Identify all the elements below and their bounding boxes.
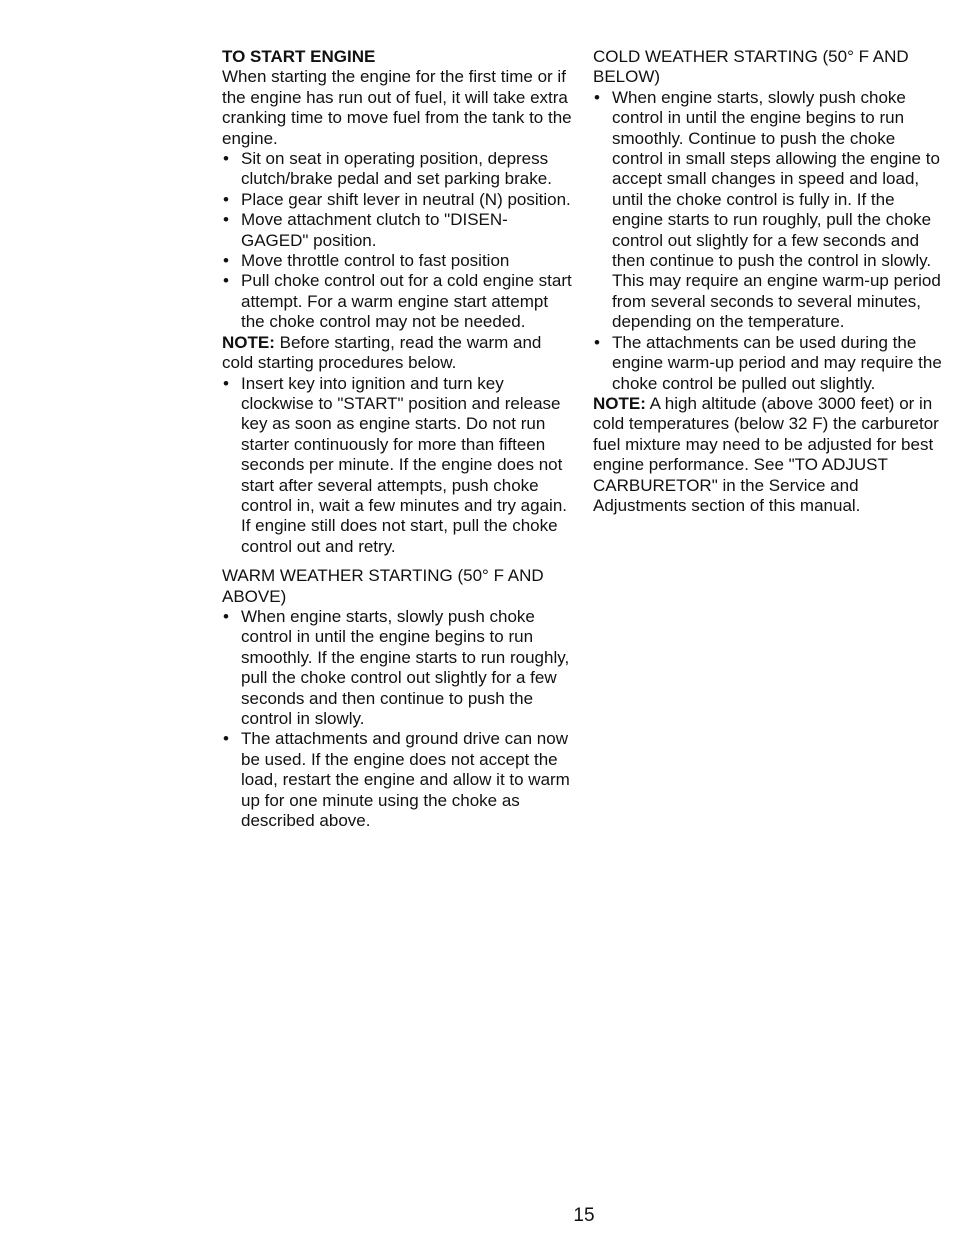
list-item: • Place gear shift lever in neutral (N) position. xyxy=(222,190,574,210)
left-column xyxy=(222,47,574,831)
list-item: • The attachments and ground drive can now be used. If the engine does not accept the load, restart the engine and allow it to warm up for one minute using the choke as described above. xyxy=(222,729,574,831)
page-number: 15 xyxy=(573,1205,595,1226)
list-item: • Move throttle control to fast position xyxy=(222,251,574,271)
note-label: NOTE: xyxy=(593,393,646,413)
list-item: • Sit on seat in operating position, depress clutch/brake pedal and set parking brake. xyxy=(222,149,574,190)
note-label: NOTE: xyxy=(222,332,275,352)
list-item: • Move attachment clutch to "DISEN-GAGED" position. xyxy=(222,210,574,251)
right-column xyxy=(593,47,943,516)
note-paragraph xyxy=(222,333,574,374)
list-item: • The attachments can be used during the engine warm-up period and may require the choke control be pulled out slightly. xyxy=(593,333,943,394)
warm-weather-heading: WARM WEATHER STARTING (50° F AND ABOVE) xyxy=(222,566,544,606)
list-item: • Pull choke control out for a cold engine start attempt. For a warm engine start attempt the choke control may not be needed. xyxy=(222,271,574,332)
note-text: Before starting, read the warm and cold starting procedures below. xyxy=(222,332,542,373)
list-item: • When engine starts, slowly push choke control in until the engine begins to run smoothly. Continue to push the choke control in small steps allowing the engine to accept small changes in speed and load, until the choke control is fully in. If the engine starts to run roughly, pull the choke control out slightly for a few seconds and then continue to push the control in slowly. This may require an engine warm-up period from several seconds to several minutes, depending on the temperature. xyxy=(593,88,943,333)
cold-weather-heading: COLD WEATHER STARTING (50° F AND BELOW) xyxy=(593,47,909,87)
note-text: A high altitude (above 3000 feet) or in cold temperatures (below 32 F) the carburetor fuel mixture may need to be adjusted for best engine performance. See "TO ADJUST CARBURETOR" in the Service and Adjustments section of this manual. xyxy=(593,393,939,515)
note-paragraph-altitude xyxy=(593,394,943,516)
list-item: • Insert key into ignition and turn key clockwise to "START" position and release key as soon as engine starts. Do not run starter continuously for more than fifteen seconds per minute. If the engine does not start after several attempts, push choke control in, wait a few minutes and try again. If engine still does not start, pull the choke control out and retry. xyxy=(222,374,574,558)
intro-paragraph: When starting the engine for the first time or if the engine has run out of fuel, it will take extra cranking time to move fuel from the tank to the engine. xyxy=(222,67,572,148)
list-item: • When engine starts, slowly push choke control in until the engine begins to run smoothly. If the engine starts to run roughly, pull the choke control out slightly for a few seconds and then continue to push the control in slowly. xyxy=(222,607,574,729)
section-heading-start-engine: TO START ENGINE xyxy=(222,47,376,66)
cold-steps-list xyxy=(593,88,943,394)
start-steps-list xyxy=(222,149,574,333)
warm-steps-list xyxy=(222,607,574,831)
ignition-steps-list xyxy=(222,374,574,558)
